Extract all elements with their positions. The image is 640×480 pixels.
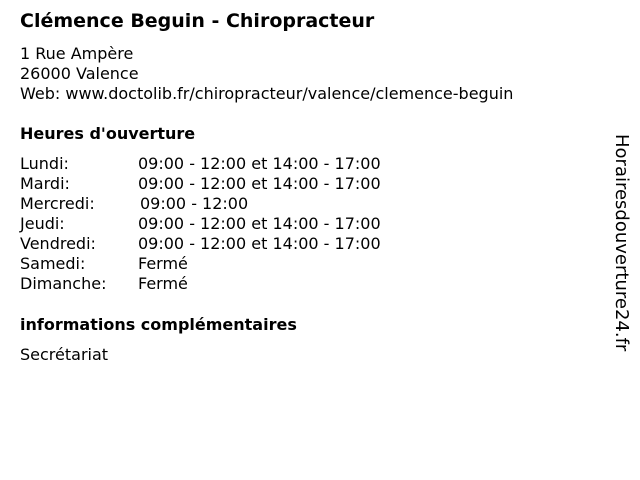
day-hours: 09:00 - 12:00 et 14:00 - 17:00 bbox=[138, 174, 381, 193]
hours-row-vendredi bbox=[20, 234, 440, 254]
day-hours: Fermé bbox=[138, 274, 188, 293]
day-label: Jeudi: bbox=[20, 214, 65, 233]
address-city: 26000 Valence bbox=[20, 64, 139, 83]
hours-row-dimanche bbox=[20, 274, 440, 294]
opening-hours-list bbox=[20, 154, 440, 294]
hours-row-mardi bbox=[20, 174, 440, 194]
day-hours: Fermé bbox=[138, 254, 188, 273]
day-label: Samedi: bbox=[20, 254, 86, 273]
address-street: 1 Rue Ampère bbox=[20, 44, 134, 63]
day-label: Lundi: bbox=[20, 154, 69, 173]
website: Web: www.doctolib.fr/chiropracteur/valence/clemence-beguin bbox=[20, 84, 514, 103]
day-hours: 09:00 - 12:00 bbox=[140, 194, 249, 213]
day-hours: 09:00 - 12:00 et 14:00 - 17:00 bbox=[138, 154, 381, 173]
day-hours: 09:00 - 12:00 et 14:00 - 17:00 bbox=[138, 214, 381, 233]
day-hours: 09:00 - 12:00 et 14:00 - 17:00 bbox=[138, 234, 381, 253]
hours-row-samedi bbox=[20, 254, 440, 274]
day-label: Vendredi: bbox=[20, 234, 96, 253]
additional-info-title: informations complémentaires bbox=[20, 315, 297, 334]
opening-hours-title: Heures d'ouverture bbox=[20, 124, 196, 143]
practice-name: Clémence Beguin - Chiropracteur bbox=[20, 10, 375, 32]
day-label: Mercredi: bbox=[20, 194, 95, 213]
site-watermark: Horairesdouverture24.fr bbox=[611, 134, 632, 352]
hours-row-jeudi bbox=[20, 214, 440, 234]
additional-info-text: Secrétariat bbox=[20, 345, 109, 364]
day-label: Mardi: bbox=[20, 174, 70, 193]
hours-row-lundi bbox=[20, 154, 440, 174]
address-block bbox=[20, 44, 513, 104]
day-label: Dimanche: bbox=[20, 274, 107, 293]
hours-row-mercredi bbox=[20, 194, 440, 214]
